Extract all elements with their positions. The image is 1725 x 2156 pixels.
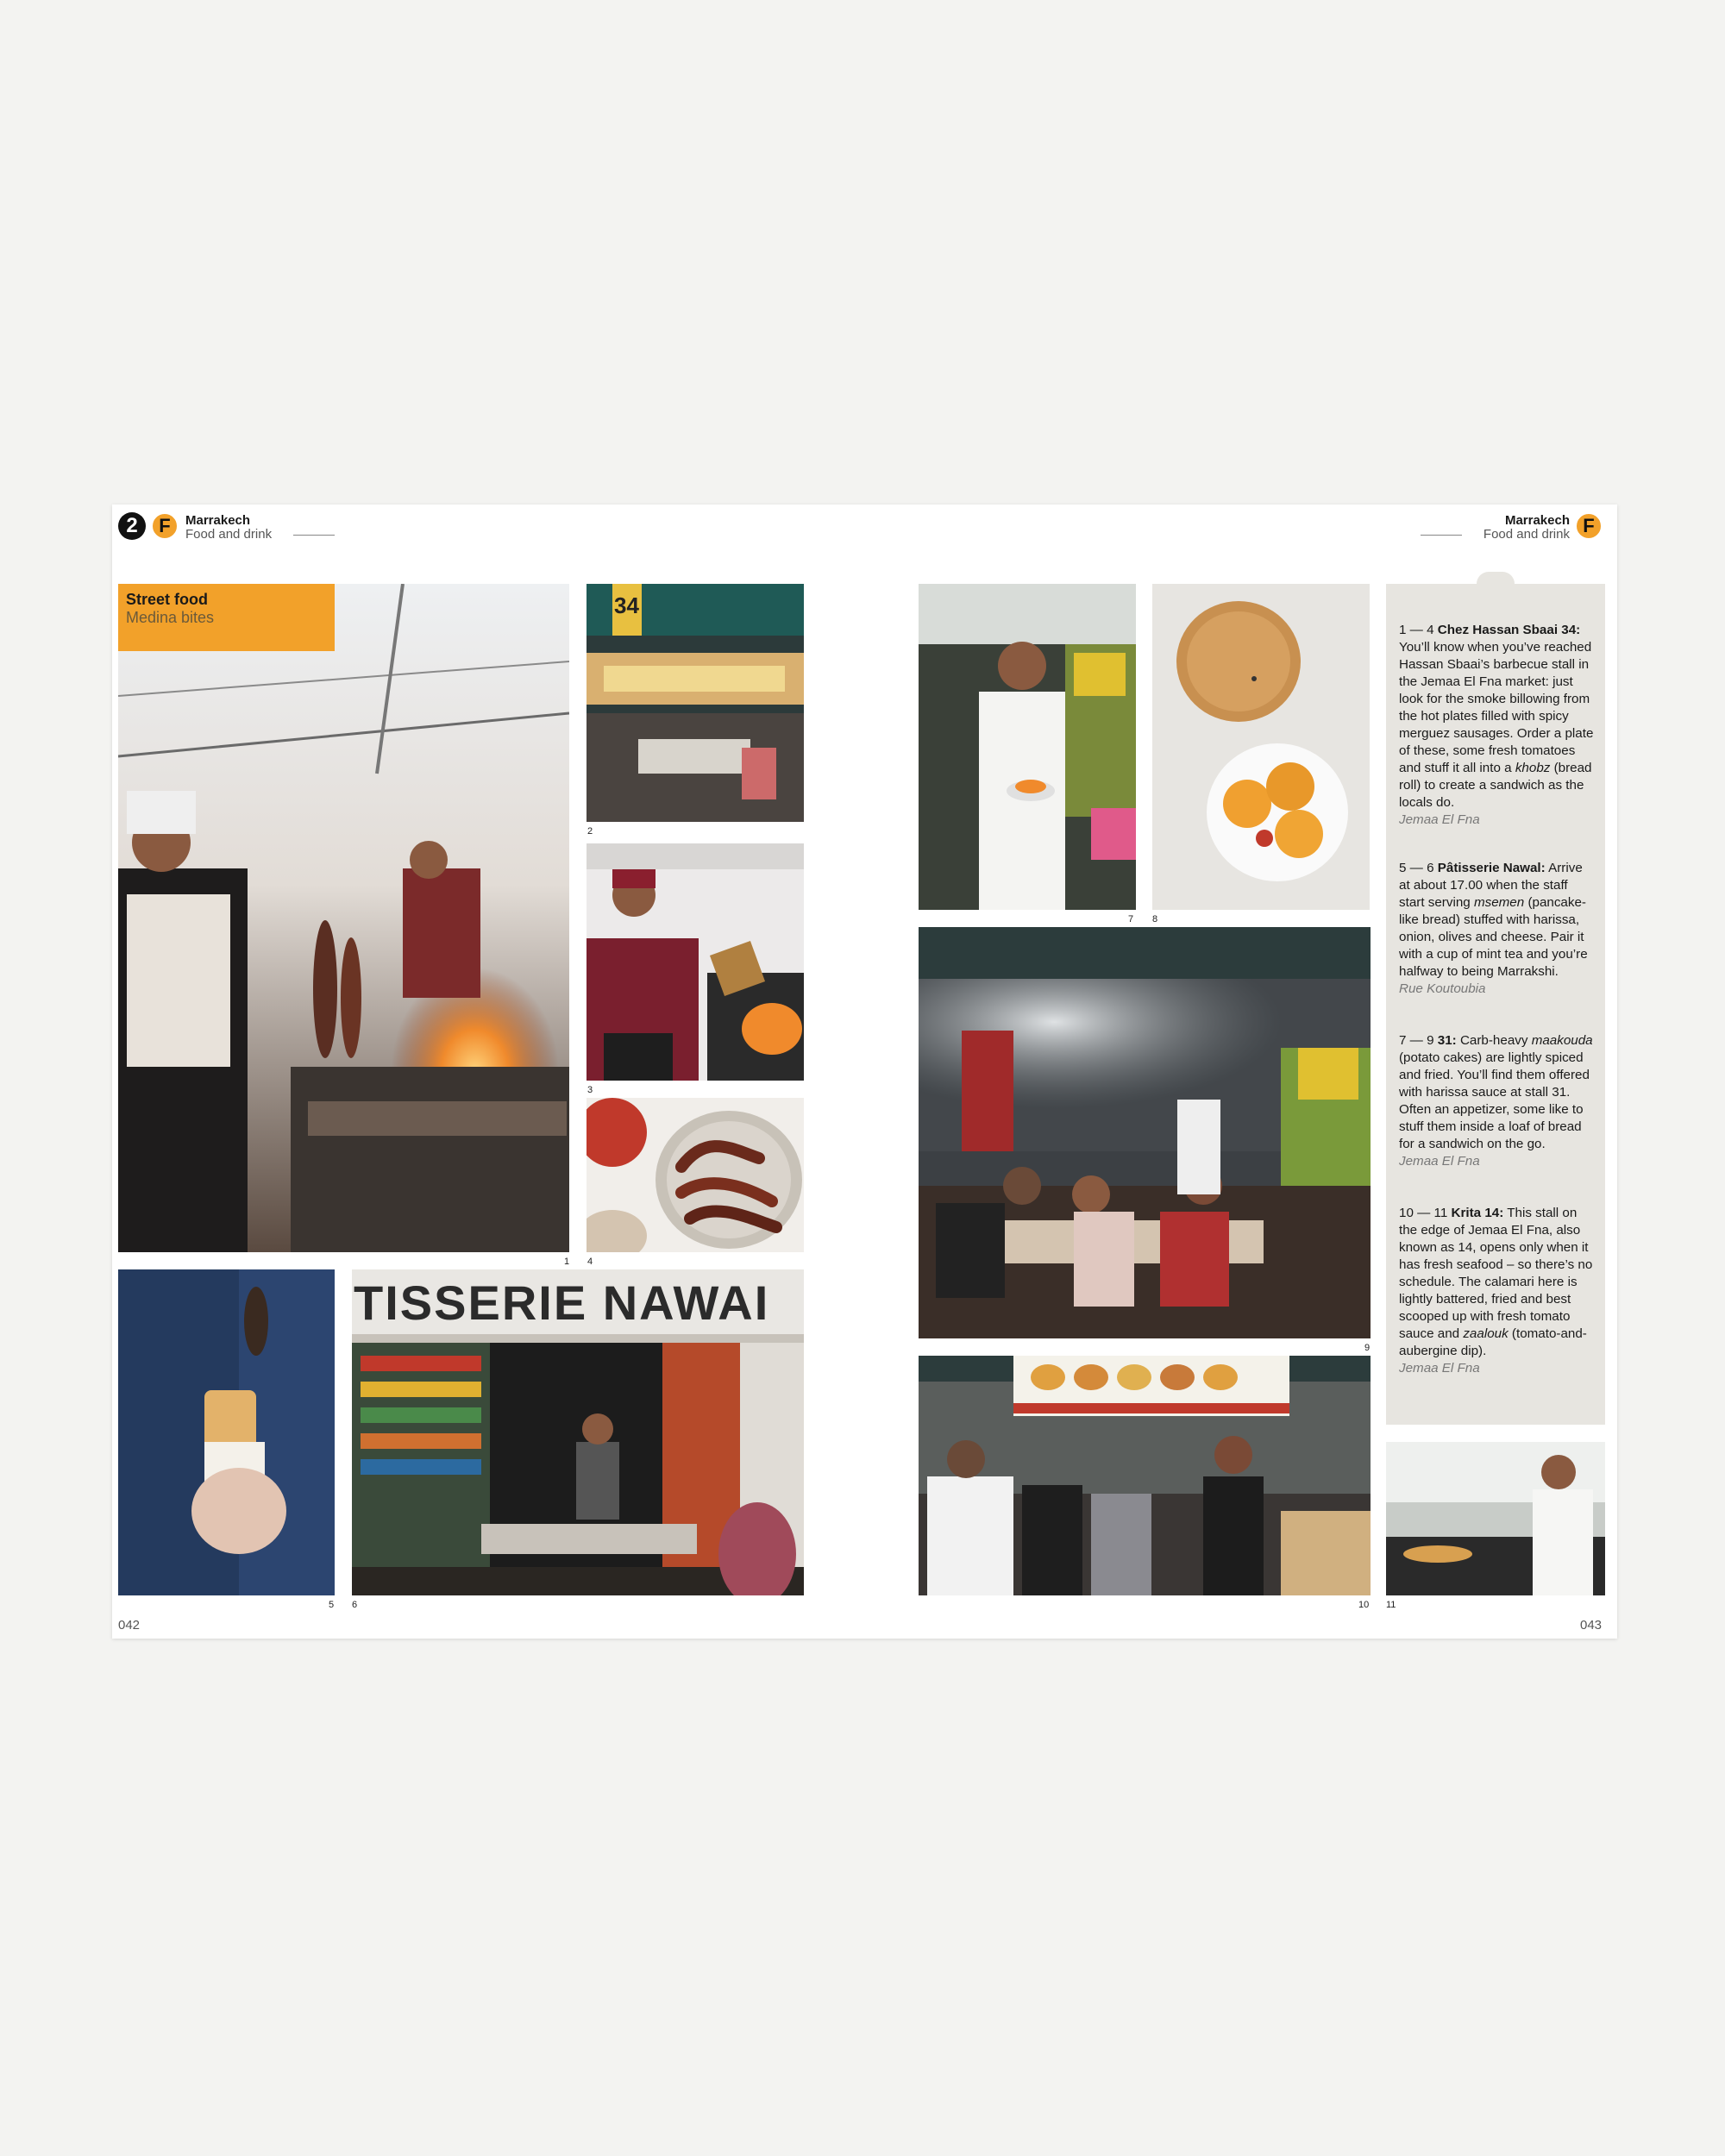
photo-merguez-plate <box>586 1098 804 1252</box>
entry-name: Krita 14: <box>1451 1206 1504 1220</box>
entry-text: This stall on the edge of Jemaa El Fna, also known as 14, opens only when it has fresh seafood – so there’s no schedule. The calamari here is lightly battered, fried and best scooped up with fresh tomato sauce and <box>1399 1206 1593 1341</box>
entry-text: Carb-heavy <box>1459 1033 1528 1048</box>
photo-patisserie-nawal <box>352 1269 804 1595</box>
entry-italic: maakouda <box>1531 1033 1593 1048</box>
entry-italic: zaalouk <box>1463 1326 1509 1341</box>
photo-diners-smoke <box>919 927 1371 1338</box>
feature-subtitle: Medina bites <box>126 609 215 626</box>
entry-range: 10 — 11 <box>1399 1206 1448 1220</box>
entry-location: Rue Koutoubia <box>1399 981 1486 996</box>
photo-krita-crowd <box>919 1356 1371 1595</box>
section-f-badge: F <box>151 512 179 540</box>
page-number-left: 042 <box>118 1618 141 1633</box>
photo-calamari-cook <box>1386 1442 1605 1595</box>
entry-text: You’ll know when you’ve reached Hassan Sbaai’s barbecue stall in the Jemaa El Fna market: just look for the smoke billowing from the hot plates filled with spicy merguez sausages. Order a plate of these, some fresh tomatoes and stuff it all into a <box>1399 640 1594 775</box>
header-rule <box>293 535 335 536</box>
sidebar-entry-4 <box>1399 1205 1596 1377</box>
sidebar-entry-1 <box>1399 622 1596 829</box>
photo-vendor-portrait <box>919 584 1136 910</box>
photo-number: 1 <box>564 1257 570 1267</box>
entry-text-after: (tomato-and-aubergine dip). <box>1399 1326 1587 1358</box>
entry-range: 5 — 6 <box>1399 861 1434 875</box>
sidebar-entry-3 <box>1399 1032 1596 1170</box>
photo-msemen-wrap <box>118 1269 335 1595</box>
entry-location: Jemaa El Fna <box>1399 1154 1480 1169</box>
entry-text-after: (potato cakes) are lightly spiced and fried. You’ll find them offered with harissa sauce at stall 31. Often an appetizer, some like to stuff them inside a loaf of bread for a sandwich on the go. <box>1399 1050 1590 1151</box>
page-number-right: 043 <box>1580 1618 1603 1633</box>
entry-text-after: (pancake-like bread) stuffed with harissa, onion, olives and cheese. Pair it with a cup of mint tea and you’re halfway to being Marrakshi. <box>1399 895 1588 979</box>
entry-text-after: (bread roll) to create a sandwich as the locals do. <box>1399 761 1592 810</box>
header-rule-right <box>1421 535 1462 536</box>
entry-range: 1 — 4 <box>1399 623 1434 637</box>
feature-label <box>118 584 335 651</box>
photo-number: 2 <box>587 826 593 837</box>
photo-barbecue-grill <box>118 584 569 1252</box>
stall-number-sign: 34 <box>614 592 639 618</box>
section-f-badge-right: F <box>1575 512 1603 540</box>
sidebar-notch <box>1477 572 1515 584</box>
entry-italic: msemen <box>1473 895 1525 910</box>
sidebar-entry-2 <box>1399 860 1596 998</box>
sidebar-text-panel <box>1386 584 1605 1425</box>
photo-number: 7 <box>1128 914 1134 924</box>
photo-number: 4 <box>587 1257 593 1267</box>
feature-title: Street food <box>126 591 209 608</box>
photo-number: 10 <box>1358 1600 1370 1610</box>
entry-location: Jemaa El Fna <box>1399 812 1480 827</box>
photo-number: 6 <box>352 1600 358 1610</box>
photo-number: 3 <box>587 1085 593 1095</box>
entry-name: Pâtisserie Nawal: <box>1437 861 1546 875</box>
entry-range: 7 — 9 <box>1399 1033 1434 1048</box>
chapter-number-badge: 2 <box>118 512 146 540</box>
photo-number: 5 <box>329 1600 335 1610</box>
entry-italic: khobz <box>1515 761 1551 775</box>
entry-location: Jemaa El Fna <box>1399 1361 1480 1376</box>
photo-cook-fanning <box>586 843 804 1081</box>
header-section-right: Food and drink <box>1483 527 1570 542</box>
header-city-right: Marrakech <box>1504 513 1570 528</box>
patisserie-sign: TISSERIE NAWAI <box>354 1275 770 1330</box>
photo-number: 9 <box>1364 1343 1371 1353</box>
entry-name: 31: <box>1437 1033 1457 1048</box>
header-section: Food and drink <box>185 527 273 542</box>
entry-text: Arrive at about 17.00 when the staff start serving <box>1399 861 1583 910</box>
photo-market-stalls <box>586 584 804 822</box>
entry-name: Chez Hassan Sbaai 34: <box>1437 623 1581 637</box>
header-city: Marrakech <box>185 513 251 528</box>
photo-bread-and-maakouda <box>1152 584 1370 910</box>
photo-number: 8 <box>1152 914 1158 924</box>
photo-number: 11 <box>1386 1600 1396 1610</box>
